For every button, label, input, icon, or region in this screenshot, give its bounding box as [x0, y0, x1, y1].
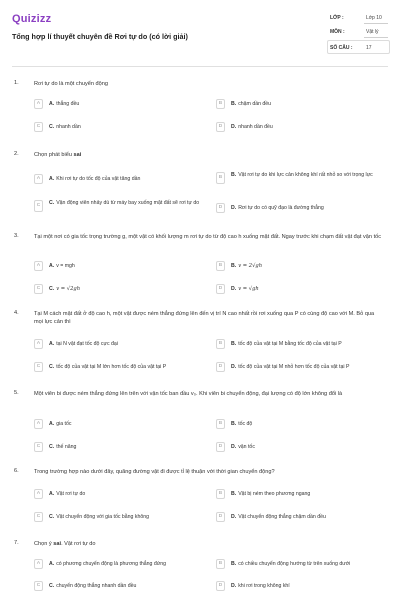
option-prefix: B. — [231, 172, 237, 178]
meta-count-label: SỐ CÂU : — [330, 45, 353, 51]
option-prefix: B. — [231, 263, 237, 269]
option-letter: B — [216, 261, 225, 271]
question-number: 4. — [14, 310, 19, 316]
option-prefix: D. — [231, 205, 237, 211]
option-letter: B — [216, 559, 225, 569]
option-letter: C — [34, 442, 43, 452]
option-text: Vật rơi tự do — [56, 491, 86, 497]
meta-class-underline — [364, 23, 388, 24]
meta-count-value: 17 — [366, 45, 372, 51]
option-letter: A — [34, 339, 43, 349]
question-prompt: Một viên bi được ném thẳng đứng lên trên với vận tốc ban đầu v₀. Khi viên bi chuyển động, đại lượng có độ lớn không đổi là — [34, 391, 343, 397]
option-letter: C — [34, 284, 43, 294]
question-number: 1. — [14, 80, 19, 86]
option-prefix: D. — [231, 364, 237, 370]
option-prefix: A. — [49, 176, 55, 182]
option-text: Khi rơi tự do tốc độ của vật tăng dần — [56, 176, 141, 182]
option-prefix: C. — [49, 364, 55, 370]
option-text: thẳng đều — [56, 101, 80, 107]
option-text: nhanh dần đều — [238, 124, 273, 130]
question-number: 3. — [14, 233, 19, 239]
option-prefix: D. — [231, 444, 237, 450]
question-prompt-text: Chọn phát biểu sai — [34, 152, 82, 158]
option-letter: A — [34, 99, 43, 109]
option-text: tốc độ của vật tại M lớn hơn tốc độ của vật tại P — [56, 364, 167, 370]
option-letter: B — [216, 172, 225, 184]
option-letter: A — [34, 174, 43, 184]
option-text: v = √2gh — [56, 286, 81, 292]
header-divider — [12, 66, 388, 67]
question-prompt: Tại một nơi có gia tốc trọng trường g, một vật có khối lượng m rơi tự do từ độ cao h xuống mặt đất. Ngay trước khi chạm đất vật đạt vận tốc — [34, 234, 382, 240]
option-text: v = √gh — [238, 286, 259, 292]
option-letter: D — [216, 512, 225, 522]
option-letter: D — [216, 442, 225, 452]
option-letter: C — [34, 122, 43, 132]
option-prefix: C. — [49, 286, 55, 292]
option-letter: D — [216, 203, 225, 213]
option-prefix: D. — [231, 514, 237, 520]
option-text: Rơi tự do có quỹ đạo là đường thẳng — [238, 205, 324, 211]
option-text: có phương chuyển động là phương thẳng đứng — [56, 561, 166, 567]
option-letter: B — [216, 489, 225, 499]
option-letter: B — [216, 339, 225, 349]
question-prompt: Tại M cách mặt đất ở độ cao h, một vật được ném thẳng đứng lên đến vị trí N cao nhất rồi rơi xuống qua P có cùng độ cao với M. Bỏ qua mọi lực cản thì — [34, 311, 375, 325]
option-prefix: C. — [49, 583, 55, 589]
option-prefix: B. — [231, 341, 237, 347]
option-prefix: C. — [49, 124, 55, 130]
option-text: gia tốc — [56, 421, 72, 427]
question-number: 5. — [14, 390, 19, 396]
option-text: v = 2√gh — [238, 263, 263, 269]
option-prefix: D. — [231, 124, 237, 130]
option-prefix: C. — [49, 444, 55, 450]
question-number: 7. — [14, 540, 19, 546]
option-text: nhanh dần — [56, 124, 81, 130]
meta-class — [326, 12, 390, 24]
option-prefix: A. — [49, 561, 55, 567]
document-header — [0, 0, 400, 64]
option-letter: C — [34, 200, 43, 212]
option-prefix: A. — [49, 491, 55, 497]
option-prefix: B. — [231, 561, 237, 567]
option-letter: C — [34, 581, 43, 591]
meta-class-value: Lớp 10 — [366, 15, 382, 21]
meta-subject-value: Vật lý — [366, 29, 379, 35]
question-prompt: Chọn ý sai. Vật rơi tự do — [34, 541, 96, 547]
document-title: Tổng hợp lí thuyết chuyên đề Rơi tự do (có lời giải) — [12, 32, 188, 41]
option-letter: A — [34, 261, 43, 271]
option-letter: A — [34, 419, 43, 429]
option-prefix: B. — [231, 491, 237, 497]
option-letter: D — [216, 284, 225, 294]
option-prefix: A. — [49, 101, 55, 107]
option-prefix: B. — [231, 421, 237, 427]
question-number: 6. — [14, 468, 19, 474]
option-text: Vật rơi tự do khi lực cản không khí rất nhỏ so với trọng lực — [238, 172, 373, 178]
option-text: tốc độ — [238, 421, 253, 427]
option-prefix: D. — [231, 286, 237, 292]
option-text: có chiều chuyển động hướng từ trên xuống dưới — [238, 561, 351, 567]
question-prompt: Trong trường hợp nào dưới đây, quãng đường vật đi được tỉ lệ thuận với thời gian chuyển động? — [34, 469, 275, 475]
meta-count-box — [327, 40, 390, 54]
option-text: thế năng — [56, 444, 77, 450]
meta-class-label: LỚP : — [330, 15, 344, 21]
option-letter: D — [216, 581, 225, 591]
option-prefix: A. — [49, 421, 55, 427]
option-text: tốc độ của vật tại M nhỏ hơn tốc độ của vật tại P — [238, 364, 350, 370]
option-letter: C — [34, 362, 43, 372]
option-text: Vật chuyển động thẳng chậm dần đều — [238, 514, 326, 520]
option-prefix: D. — [231, 583, 237, 589]
option-prefix: C. — [49, 200, 55, 206]
option-letter: B — [216, 99, 225, 109]
option-text: chậm dần đều — [238, 101, 272, 107]
meta-subject-label: MÔN : — [330, 29, 345, 35]
option-text: vận tốc — [238, 444, 255, 450]
option-text: khi rơi trong không khí — [238, 583, 290, 589]
option-prefix: C. — [49, 514, 55, 520]
option-letter: B — [216, 419, 225, 429]
option-letter: D — [216, 362, 225, 372]
option-prefix: B. — [231, 101, 237, 107]
option-letter: C — [34, 512, 43, 522]
question-prompt: Rơi tự do là một chuyển động — [34, 81, 108, 87]
option-prefix: A. — [49, 263, 55, 269]
option-text: Vận động viên nhảy dù từ máy bay xuống mặt đất sẽ rơi tự do — [56, 200, 200, 206]
question-number: 2. — [14, 151, 19, 157]
option-text: Vật chuyển động với gia tốc bằng không — [56, 514, 149, 520]
option-letter: A — [34, 489, 43, 499]
option-text: tốc độ của vật tại M bằng tốc độ của vật tại P — [238, 341, 342, 347]
option-text: Vật bị ném theo phương ngang — [238, 491, 311, 497]
question-prompt — [34, 151, 384, 159]
option-text: chuyển động thẳng nhanh dần đều — [56, 583, 137, 589]
option-letter: D — [216, 122, 225, 132]
meta-subject — [326, 26, 390, 38]
option-text: tại N vật đạt tốc độ cực đại — [56, 341, 118, 347]
option-letter: A — [34, 559, 43, 569]
quizizz-logo: Quizizz — [12, 13, 52, 25]
meta-subject-underline — [364, 37, 388, 38]
option-prefix: A. — [49, 341, 55, 347]
option-text: v = mgh — [56, 263, 75, 269]
